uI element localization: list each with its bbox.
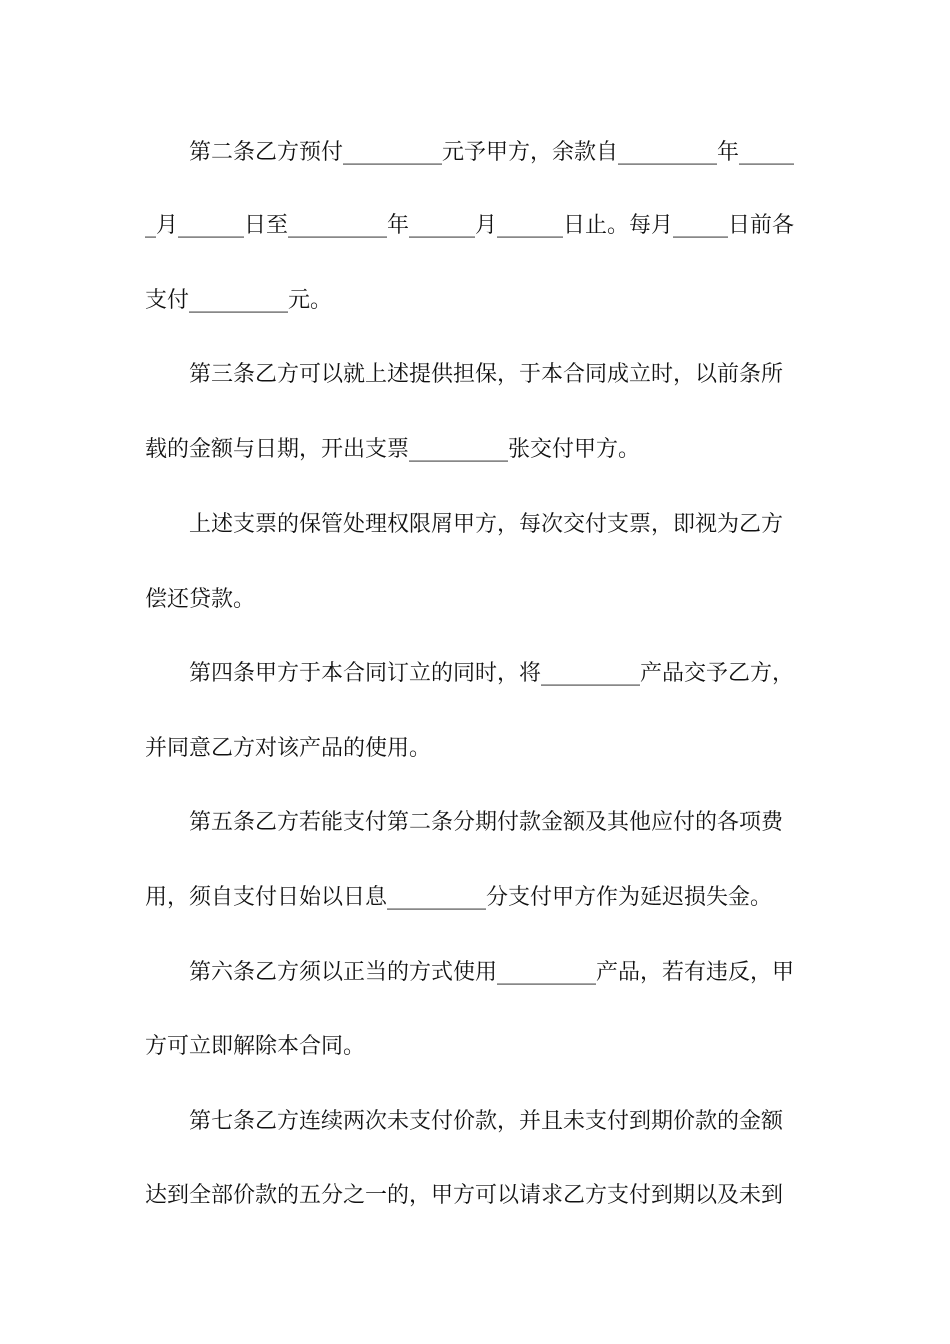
cheque-clause-line-1: 上述支票的保管处理权限屑甲方，每次交付支票，即视为乙方 [189,512,784,537]
article-5-line-2: 用，须自支付日始以日息_________分支付甲方作为延迟损失金。 [145,885,773,910]
cheque-clause-line-2: 偿还贷款。 [145,587,256,612]
article-7-line-2: 达到全部价款的五分之一的，甲方可以请求乙方支付到期以及未到 [145,1183,784,1208]
article-2-line-1: 第二条乙方预付_________元予甲方，余款自_________年_____ [189,140,795,165]
article-2-line-2: _月______日至_________年______月______日止。每月_____日前各 [145,213,795,238]
article-4-line-1: 第四条甲方于本合同订立的同时，将_________产品交予乙方， [189,661,795,686]
article-6-line-2: 方可立即解除本合同。 [145,1034,366,1059]
article-6-line-1: 第六条乙方须以正当的方式使用_________产品，若有违反，甲 [189,960,795,985]
article-4-line-2: 并同意乙方对该产品的使用。 [145,736,432,761]
article-7-line-1: 第七条乙方连续两次未支付价款，并且未支付到期价款的金额 [189,1109,784,1134]
article-5-line-1: 第五条乙方若能支付第二条分期付款金额及其他应付的各项费 [189,810,784,835]
article-2-line-3: 支付_________元。 [145,288,333,313]
article-3-line-2: 载的金额与日期，开出支票_________张交付甲方。 [145,437,641,462]
article-3-line-1: 第三条乙方可以就上述提供担保，于本合同成立时，以前条所 [189,362,784,387]
